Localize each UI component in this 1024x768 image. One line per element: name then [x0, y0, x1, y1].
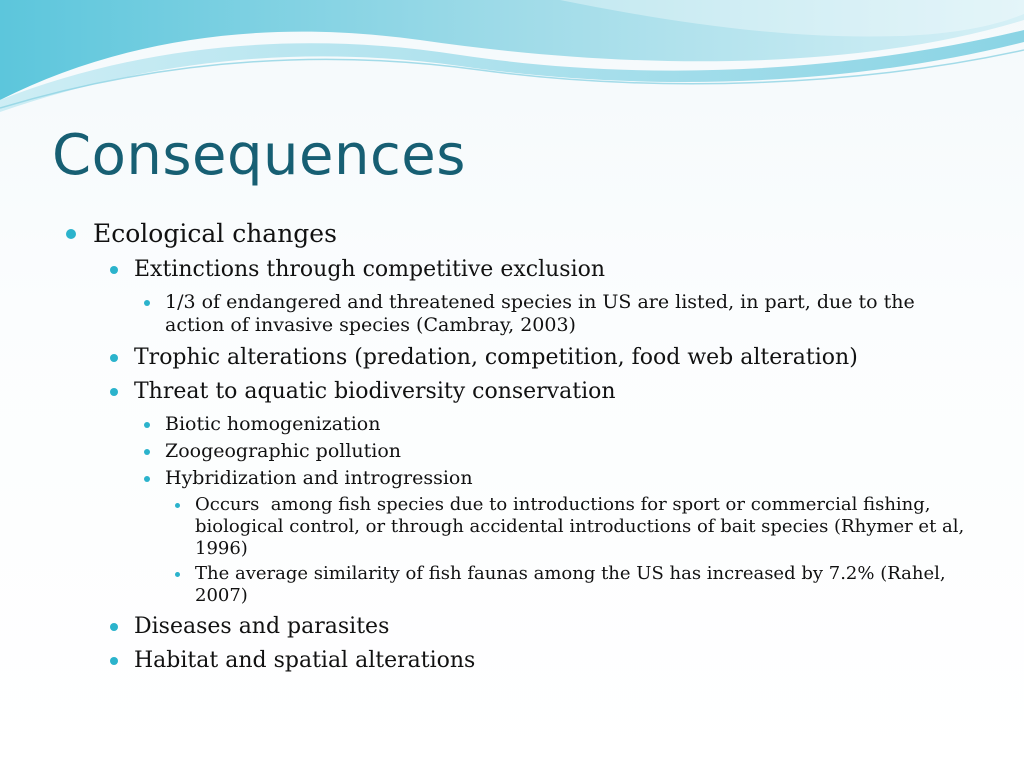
bullet-item	[165, 413, 965, 436]
bullet-item	[165, 467, 965, 490]
bullet-item	[93, 215, 973, 253]
bullet-text: Trophic alterations (predation, competition, food web alteration)	[134, 345, 858, 370]
slide-title: Consequences	[52, 123, 466, 188]
bullet-item	[134, 341, 974, 375]
bullet-item	[195, 494, 970, 560]
bullet-text: Occurs among fish species due to introductions for sport or commercial fishing, biological control, or through accidental introductions of bait species (Rhymer et al, 1996)	[195, 494, 970, 559]
bullet-item	[134, 610, 974, 644]
bullet-dot-icon	[144, 476, 150, 482]
bullet-item	[134, 644, 974, 678]
bullet-dot-icon	[144, 449, 150, 455]
bullet-text: Threat to aquatic biodiversity conservation	[134, 379, 616, 404]
bullet-item	[134, 375, 974, 409]
bullet-text: Biotic homogenization	[165, 413, 381, 435]
bullet-item	[165, 291, 965, 337]
bullet-dot-icon	[175, 572, 180, 577]
bullet-text: Ecological changes	[93, 219, 337, 248]
bullet-item	[195, 563, 965, 607]
bullet-text: Zoogeographic pollution	[165, 440, 402, 462]
bullet-dot-icon	[110, 623, 118, 631]
bullet-item	[165, 440, 965, 463]
bullet-list	[0, 215, 1024, 678]
bullet-dot-icon	[110, 388, 118, 396]
bullet-dot-icon	[110, 354, 118, 362]
bullet-dot-icon	[144, 422, 150, 428]
header-wave-decoration	[0, 0, 1024, 120]
bullet-dot-icon	[110, 266, 118, 274]
bullet-dot-icon	[110, 657, 118, 665]
bullet-text: Hybridization and introgression	[165, 467, 473, 489]
bullet-dot-icon	[144, 300, 150, 306]
bullet-dot-icon	[66, 229, 76, 239]
bullet-text: 1/3 of endangered and threatened species in US are listed, in part, due to the action of invasive species (Cambray, 2003)	[165, 291, 915, 336]
bullet-dot-icon	[175, 503, 180, 508]
bullet-text: Diseases and parasites	[134, 614, 390, 639]
bullet-item	[134, 253, 974, 287]
bullet-text: Extinctions through competitive exclusion	[134, 257, 606, 282]
bullet-text: The average similarity of fish faunas among the US has increased by 7.2% (Rahel, 2007)	[195, 563, 946, 606]
bullet-text: Habitat and spatial alterations	[134, 648, 476, 673]
